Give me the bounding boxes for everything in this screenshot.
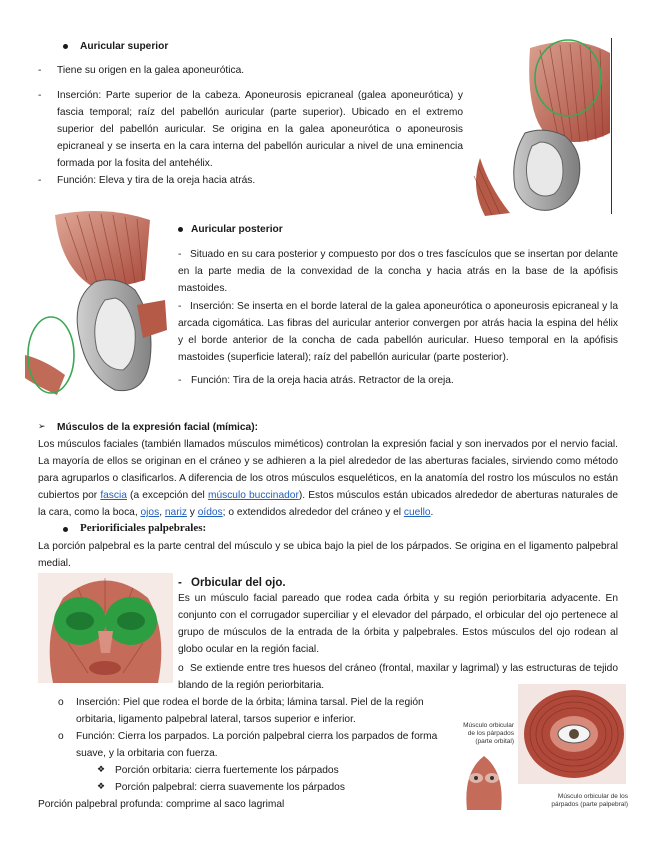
circle-bullet: o <box>58 697 64 708</box>
ear-superior-muscle-figure <box>470 38 615 218</box>
caption-line: párpados (parte palpebral) <box>551 801 628 808</box>
arrow-bullet: ➢ <box>38 422 46 432</box>
auricular-posterior-situation-text: Situado en su cara posterior y compuesto por dos o tres fascículos que se insertan por delante en la parte media de la convexidad de la concha y hacia atrás en la base de la apófisis mastoides. <box>178 249 618 294</box>
auricular-superior-heading: Auricular superior <box>80 41 169 52</box>
bullet-dot <box>63 44 68 49</box>
link-ojos[interactable]: ojos <box>140 507 160 518</box>
orbicular-function: Función: Cierra los parpados. La porción palpebral cierra los parpados de forma suave, y la orbitaria con fuerza. <box>76 731 438 759</box>
dash-marker: - <box>38 90 42 101</box>
ear-posterior-muscle-figure <box>25 210 170 400</box>
caption-line: de los párpados <box>467 730 514 737</box>
orbicular-sub-palpebral: Porción palpebral: cierra suavemente los párpados <box>115 782 345 793</box>
orbicular-profunda: Porción palpebral profunda: comprime al saco lagrimal <box>38 799 285 810</box>
caption-line: (parte orbital) <box>475 738 514 745</box>
dash-marker: - <box>178 577 182 589</box>
diamond-bullet: ❖ <box>97 782 106 792</box>
auricular-superior-origin: Tiene su origen en la galea aponeurótica. <box>57 65 245 76</box>
link-fascia[interactable]: fascia <box>100 490 127 501</box>
auricular-posterior-insertion-text: Inserción: Se inserta en el borde lateral de la galea aponeurótica o aponeurosis epicraneal y la arcada cigomática. Las fibras del auricular anterior convergen por atrás hacia la espina del hélix y el borde anterior de la concha de cada pabellón auricular. Hueso temporal en la apófisis mastoides (superficie lateral); raíz del pabellón auricular (parte posterior). <box>178 301 618 363</box>
figure-border-line <box>611 38 612 214</box>
musculos-heading: Músculos de la expresión facial (mímica): <box>57 422 258 433</box>
dash-marker: - <box>178 249 182 260</box>
musculos-text: Los músculos faciales (también llamados músculos miméticos) controlan la expresión facial y son inervados por el nervio facial. La mayoría de ellos se originan en el cráneo y se adhieren a la piel alrededor de las aberturas faciales, sirviendo como método para agruparlos o clasificarlos. A diferencia de los otros músculos esqueléticos, en la anatomía del rostro los músculos no están cubiertos por <box>38 439 618 501</box>
link-cuello[interactable]: cuello <box>403 507 431 518</box>
face-orbicularis-figure <box>38 573 173 683</box>
musculos-text: y <box>186 507 198 518</box>
dash-marker: - <box>38 65 42 76</box>
link-oidos[interactable]: oídos <box>197 507 223 518</box>
bullet-dot <box>63 527 68 532</box>
circle-bullet: o <box>178 663 184 674</box>
auricular-posterior-insertion <box>178 298 618 366</box>
orbicular-description: Es un músculo facial pareado que rodea cada órbita y su región periorbitaria adyacente. En conjunto con el corrugador superciliar y el elevador del párpado, el orbicular del ojo pertenece al grupo de músculos de la entrada de la órbita y palpebrales. Estos músculos del ojo rodean al globo ocular en la región facial. <box>178 593 618 655</box>
auricular-posterior-situation <box>178 246 618 297</box>
caption-palpebral <box>538 793 628 809</box>
orbicular-insertion: Inserción: Piel que rodea el borde de la órbita; lámina tarsal. Piel de la región orbitaria, ligamento palpebral lateral, tarsos superior e inferior. <box>76 697 424 725</box>
auricular-posterior-function: Función: Tira de la oreja hacia atrás. Retractor de la oreja. <box>191 375 454 386</box>
caption-line: Músculo orbicular <box>463 722 514 729</box>
caption-line: Músculo orbicular de los <box>557 793 628 800</box>
musculos-text: ; o extendidos alrededor del cráneo y el <box>222 507 404 518</box>
auricular-superior-insertion: Inserción: Parte superior de la cabeza. Aponeurosis epicraneal (galea aponeurótica) y fascia temporal; raíz del pabellón auricular (parte superior). Ubicado en el extremo superior del pabellón auricular. Se origina en la galea aponeurótica o aponeurosis epicraneal y se inserta en la cara interna del pabellón auricular a nivel de una eminencia formada por la fosita del antehélix. <box>57 90 463 169</box>
link-musculo-buccinador[interactable]: músculo buccinador <box>207 490 299 501</box>
bullet-dot <box>178 227 183 232</box>
musculos-paragraph <box>38 436 618 521</box>
diamond-bullet: ❖ <box>97 765 106 775</box>
periorificiales-heading: Periorificiales palpebrales: <box>80 522 207 534</box>
auricular-posterior-heading: Auricular posterior <box>191 224 283 235</box>
auricular-superior-function: Función: Eleva y tira de la oreja hacia atrás. <box>57 175 256 186</box>
musculos-text: (a excepción del <box>126 490 208 501</box>
dash-marker: - <box>178 375 182 386</box>
head-thumbnail-figure <box>463 752 505 810</box>
periorificiales-text: La porción palpebral es la parte central del músculo y se ubica bajo la piel de los párpados. Se origina en el ligamento palpebral medial. <box>38 541 618 569</box>
caption-orbital <box>452 722 514 746</box>
dash-marker: - <box>178 301 182 312</box>
musculos-text: , <box>159 507 165 518</box>
dash-marker: - <box>38 175 42 186</box>
eye-orbicularis-figure <box>518 684 626 784</box>
circle-bullet: o <box>58 731 64 742</box>
link-nariz[interactable]: nariz <box>164 507 187 518</box>
orbicular-sub-orbitaria: Porción orbitaria: cierra fuertemente los párpados <box>115 765 339 776</box>
musculos-text: . <box>430 507 434 518</box>
orbicular-heading: Orbicular del ojo. <box>191 577 286 589</box>
musculos-text: ). Estos músculos están ubicados alrededor de aberturas naturales de la cara, como la boca, <box>38 490 619 518</box>
orbicular-extension-text: Se extiende entre tres huesos del cráneo (frontal, maxilar y lagrimal) y las estructuras de tejido blando de la región periorbitaria. <box>178 663 618 691</box>
